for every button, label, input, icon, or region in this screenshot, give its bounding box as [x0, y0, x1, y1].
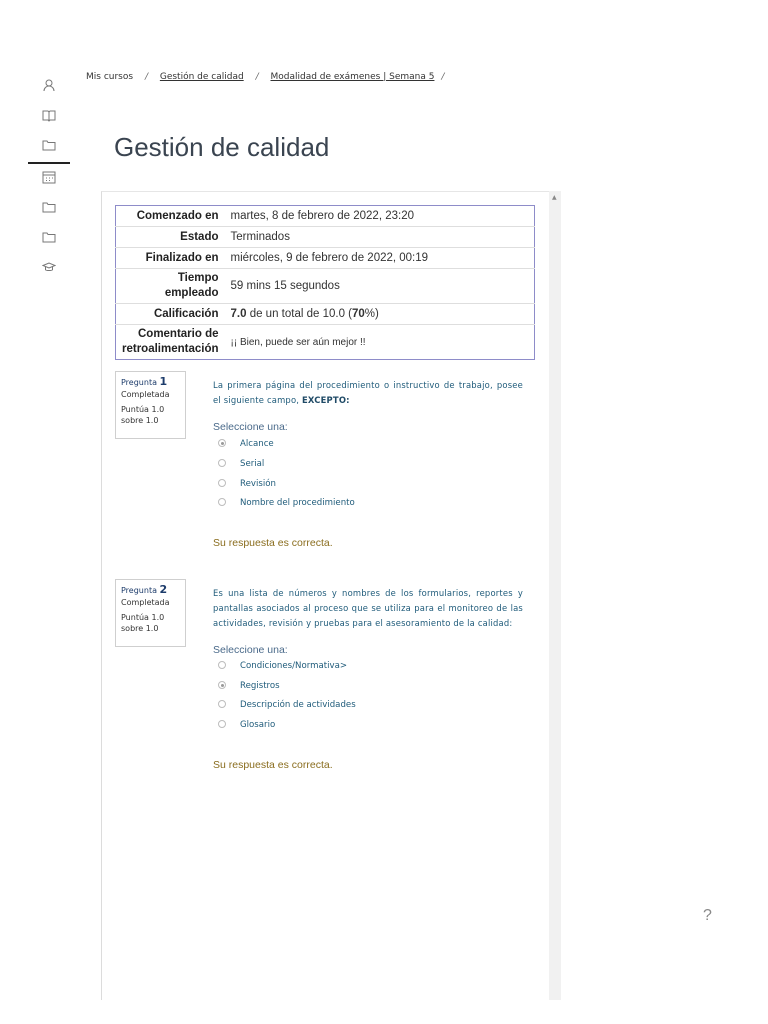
breadcrumb-separator: /: [255, 72, 259, 82]
option-label[interactable]: Nombre del procedimiento: [240, 498, 355, 508]
summary-row: [116, 248, 535, 269]
answer-option[interactable]: [218, 459, 264, 469]
breadcrumb-separator: /: [441, 72, 445, 82]
radio-button[interactable]: [218, 498, 226, 506]
summary-row: [116, 325, 535, 360]
summary-label: Comenzado en: [136, 209, 219, 222]
radio-button[interactable]: [218, 479, 226, 487]
option-label[interactable]: Revisión: [240, 479, 276, 489]
breadcrumb-section[interactable]: Modalidad de exámenes | Semana 5: [270, 72, 435, 82]
grade-percent-close: %): [364, 308, 379, 320]
active-indicator: [28, 162, 70, 164]
answer-option[interactable]: [218, 720, 275, 730]
question-state: Completada: [121, 390, 170, 399]
answer-option[interactable]: [218, 498, 355, 508]
summary-label: Comentario de retroalimentación: [116, 325, 225, 360]
radio-button[interactable]: [218, 439, 226, 447]
summary-label: Calificación: [116, 304, 225, 325]
answer-prompt: Seleccione una:: [213, 421, 288, 433]
grade-percent: 70: [352, 308, 365, 320]
option-label[interactable]: Descripción de actividades: [240, 700, 356, 710]
option-label[interactable]: Registros: [240, 681, 280, 691]
question-text: [213, 586, 523, 631]
summary-value: ¡¡ Bien, puede ser aún mejor !!: [225, 325, 535, 360]
question-label: Pregunta: [121, 586, 157, 595]
question-text: [213, 378, 523, 408]
grade-total: de un total de 10.0 (: [246, 308, 352, 320]
scroll-up-icon[interactable]: ▲: [552, 194, 557, 201]
question-number: 2: [159, 583, 168, 596]
summary-row: [116, 304, 535, 325]
summary-value: Terminados: [225, 227, 535, 248]
radio-button[interactable]: [218, 681, 226, 689]
question-info-box: [115, 579, 186, 647]
grade-value: [225, 304, 535, 325]
question-text-body: Es una lista de números y nombres de los formularios, reportes y pantallas asociados al proceso que se utiliza para el monitoreo de las actividades, revisión y pruebas para el asesoramiento de la calidad:: [213, 588, 523, 628]
question-points: Puntúa 1.0 sobre 1.0: [121, 405, 165, 425]
folder-icon[interactable]: [42, 138, 58, 152]
summary-value: miércoles, 9 de febrero de 2022, 00:19: [225, 248, 535, 269]
summary-value: 59 mins 15 segundos: [225, 269, 535, 304]
scrollbar[interactable]: [549, 191, 561, 1000]
breadcrumb-separator: /: [144, 72, 148, 82]
question-number: 1: [159, 375, 168, 388]
breadcrumb-course[interactable]: Gestión de calidad: [159, 72, 244, 82]
question-feedback: Su respuesta es correcta.: [213, 537, 333, 549]
folder-icon[interactable]: [42, 200, 58, 214]
answer-option[interactable]: [218, 700, 356, 710]
question-feedback: Su respuesta es correcta.: [213, 759, 333, 771]
radio-button[interactable]: [218, 459, 226, 467]
answer-option[interactable]: [218, 661, 347, 671]
grades-book-icon[interactable]: [42, 108, 58, 122]
summary-row: [116, 227, 535, 248]
breadcrumb-my-courses[interactable]: Mis cursos: [86, 72, 134, 82]
attempt-summary-table: [115, 205, 535, 360]
breadcrumb: [86, 72, 453, 82]
question-label: Pregunta: [121, 378, 157, 387]
question-state: Completada: [121, 598, 170, 607]
graduation-cap-icon[interactable]: [42, 260, 58, 274]
help-button[interactable]: ?: [703, 907, 712, 924]
summary-label: Tiempo empleado: [116, 269, 225, 304]
radio-button[interactable]: [218, 720, 226, 728]
question-text-body: La primera página del procedimiento o instructivo de trabajo, posee el siguiente campo,: [213, 380, 523, 405]
answer-option[interactable]: [218, 681, 280, 691]
option-label[interactable]: Condiciones/Normativa>: [240, 661, 348, 671]
question-text-emphasis: EXCEPTO:: [302, 395, 350, 405]
answer-prompt: Seleccione una:: [213, 644, 288, 656]
question-points: Puntúa 1.0 sobre 1.0: [121, 613, 165, 633]
summary-label: Estado: [116, 227, 225, 248]
answer-option[interactable]: [218, 479, 276, 489]
answer-option[interactable]: [218, 439, 274, 449]
summary-row: [116, 206, 535, 227]
summary-row: [116, 269, 535, 304]
folder-icon[interactable]: [42, 230, 58, 244]
summary-value: martes, 8 de febrero de 2022, 23:20: [230, 210, 414, 222]
grade-score: 7.0: [230, 308, 247, 320]
radio-button[interactable]: [218, 661, 226, 669]
question-info-box: [115, 371, 186, 439]
option-label[interactable]: Serial: [240, 459, 265, 469]
option-label[interactable]: Alcance: [240, 439, 274, 449]
calendar-icon[interactable]: [42, 170, 58, 184]
summary-label: Finalizado en: [116, 248, 225, 269]
radio-button[interactable]: [218, 700, 226, 708]
option-label[interactable]: Glosario: [240, 720, 276, 730]
page-title: Gestión de calidad: [114, 132, 330, 162]
participants-icon[interactable]: [42, 78, 58, 92]
